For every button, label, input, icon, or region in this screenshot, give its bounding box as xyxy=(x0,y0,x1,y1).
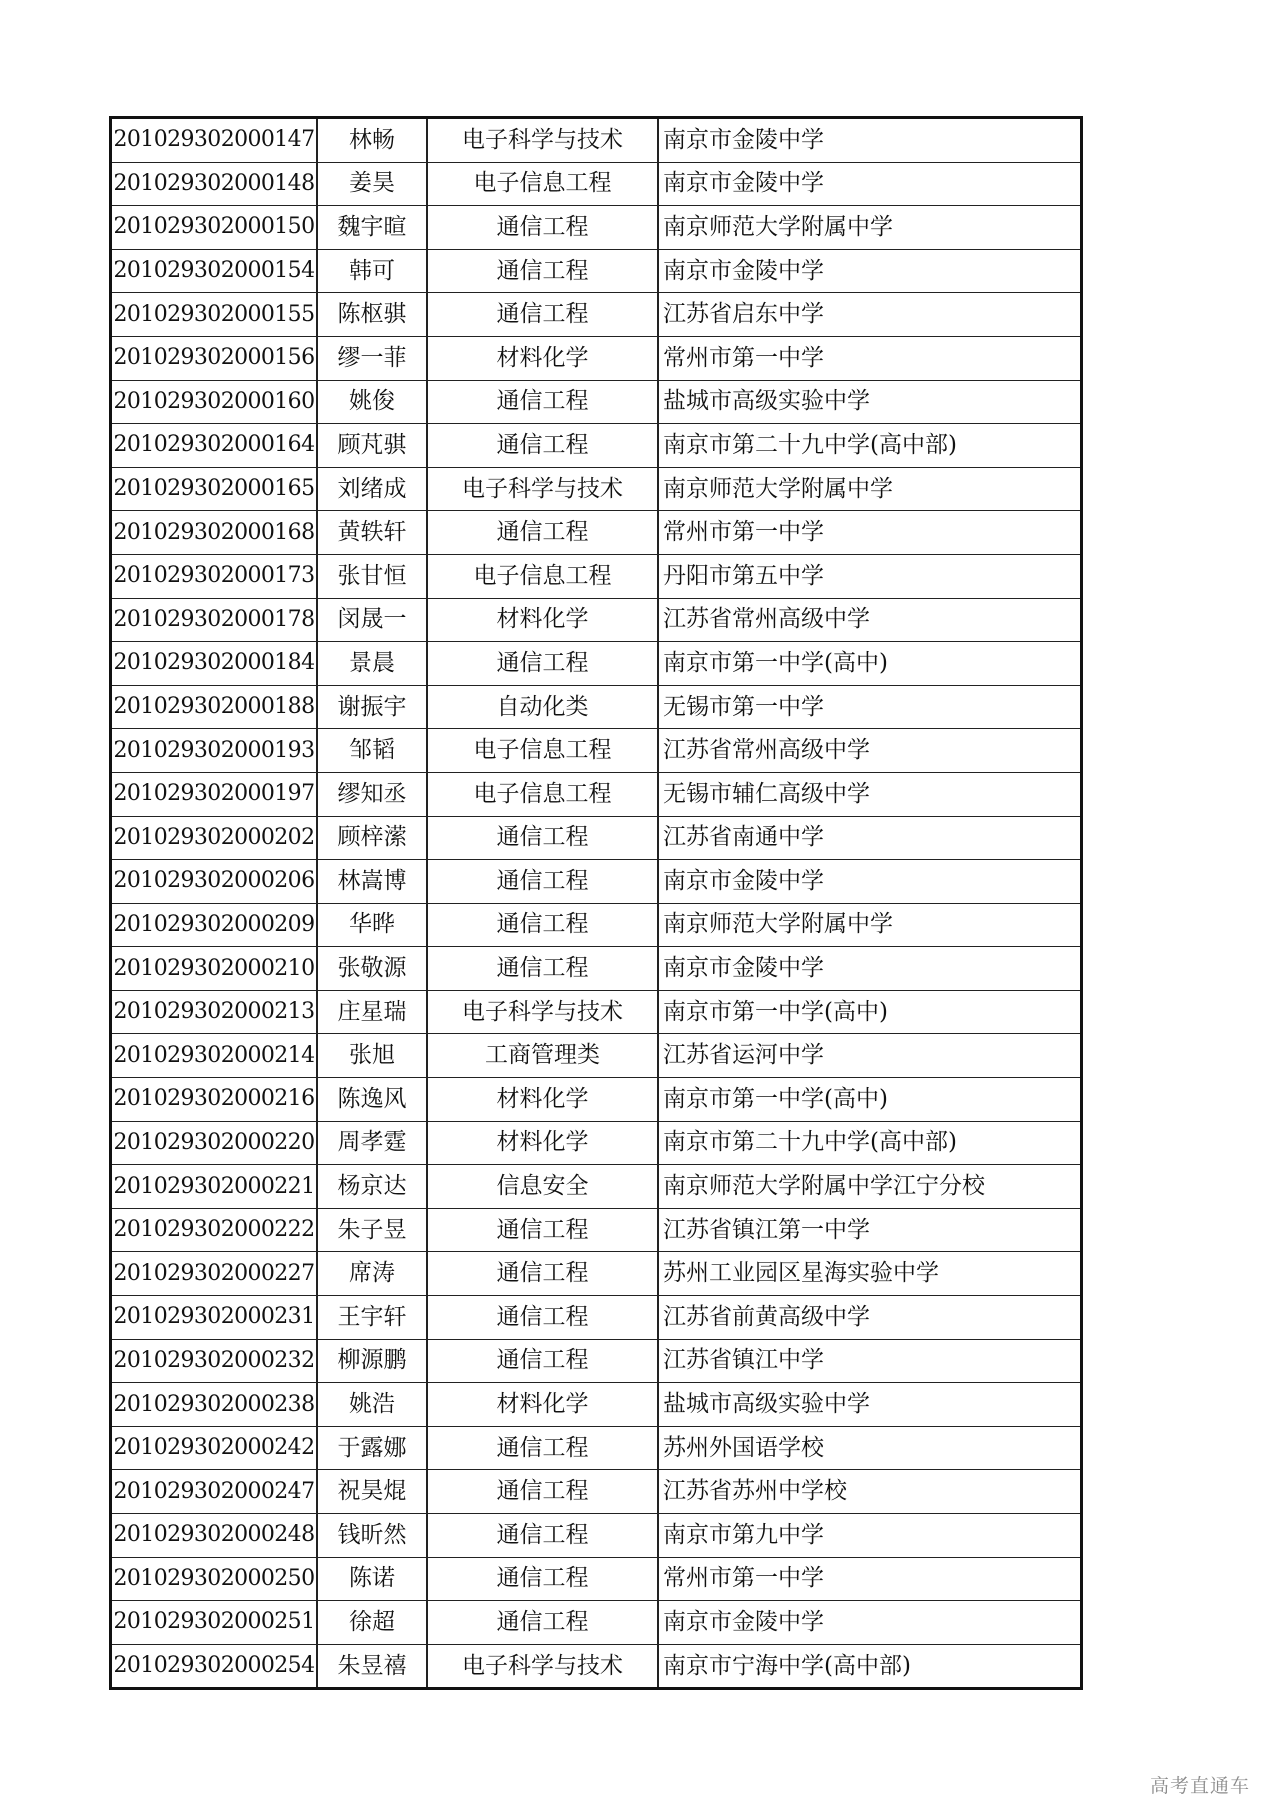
table-row xyxy=(111,1426,1082,1470)
school-cell: 常州市第一中学 xyxy=(658,511,1082,555)
student-id-cell: 201029302000178 xyxy=(111,598,318,642)
student-name-cell: 谢振宇 xyxy=(317,685,427,729)
school-cell: 南京师范大学附属中学 xyxy=(658,903,1082,947)
student-id-cell: 201029302000155 xyxy=(111,293,318,337)
major-cell: 通信工程 xyxy=(427,642,658,686)
table-row xyxy=(111,1383,1082,1427)
student-id-cell: 201029302000232 xyxy=(111,1339,318,1383)
student-name-cell: 顾芃骐 xyxy=(317,424,427,468)
school-cell: 南京市金陵中学 xyxy=(658,162,1082,206)
student-name-cell: 于露娜 xyxy=(317,1426,427,1470)
school-cell: 常州市第一中学 xyxy=(658,336,1082,380)
school-cell: 常州市第一中学 xyxy=(658,1557,1082,1601)
major-cell: 通信工程 xyxy=(427,1557,658,1601)
major-cell: 通信工程 xyxy=(427,816,658,860)
major-cell: 信息安全 xyxy=(427,1165,658,1209)
school-cell: 无锡市辅仁高级中学 xyxy=(658,772,1082,816)
school-cell: 南京市宁海中学(高中部) xyxy=(658,1644,1082,1689)
student-id-cell: 201029302000210 xyxy=(111,947,318,991)
table-row xyxy=(111,1208,1082,1252)
table-row xyxy=(111,336,1082,380)
table-row xyxy=(111,642,1082,686)
major-cell: 电子科学与技术 xyxy=(427,990,658,1034)
student-id-cell: 201029302000250 xyxy=(111,1557,318,1601)
table-row xyxy=(111,685,1082,729)
table-row xyxy=(111,1165,1082,1209)
major-cell: 通信工程 xyxy=(427,511,658,555)
student-id-cell: 201029302000251 xyxy=(111,1601,318,1645)
major-cell: 材料化学 xyxy=(427,1121,658,1165)
table-row xyxy=(111,1557,1082,1601)
student-id-cell: 201029302000222 xyxy=(111,1208,318,1252)
student-name-cell: 张敬源 xyxy=(317,947,427,991)
student-name-cell: 祝昊焜 xyxy=(317,1470,427,1514)
student-id-cell: 201029302000247 xyxy=(111,1470,318,1514)
school-cell: 江苏省常州高级中学 xyxy=(658,598,1082,642)
major-cell: 电子科学与技术 xyxy=(427,467,658,511)
school-cell: 南京市第九中学 xyxy=(658,1514,1082,1558)
table-row xyxy=(111,162,1082,206)
student-id-cell: 201029302000147 xyxy=(111,118,318,163)
table-row xyxy=(111,729,1082,773)
school-cell: 南京市金陵中学 xyxy=(658,1601,1082,1645)
table-row xyxy=(111,424,1082,468)
student-id-cell: 201029302000154 xyxy=(111,249,318,293)
major-cell: 电子科学与技术 xyxy=(427,118,658,163)
student-name-cell: 徐超 xyxy=(317,1601,427,1645)
table-row xyxy=(111,380,1082,424)
table-row xyxy=(111,860,1082,904)
student-id-cell: 201029302000206 xyxy=(111,860,318,904)
student-name-cell: 张旭 xyxy=(317,1034,427,1078)
major-cell: 自动化类 xyxy=(427,685,658,729)
student-name-cell: 林畅 xyxy=(317,118,427,163)
major-cell: 通信工程 xyxy=(427,1296,658,1340)
student-name-cell: 景晨 xyxy=(317,642,427,686)
student-name-cell: 华晔 xyxy=(317,903,427,947)
student-id-cell: 201029302000173 xyxy=(111,554,318,598)
student-id-cell: 201029302000214 xyxy=(111,1034,318,1078)
school-cell: 江苏省镇江第一中学 xyxy=(658,1208,1082,1252)
student-name-cell: 顾梓潆 xyxy=(317,816,427,860)
student-name-cell: 钱昕然 xyxy=(317,1514,427,1558)
school-cell: 江苏省南通中学 xyxy=(658,816,1082,860)
school-cell: 南京市金陵中学 xyxy=(658,947,1082,991)
student-id-cell: 201029302000227 xyxy=(111,1252,318,1296)
student-name-cell: 邹韬 xyxy=(317,729,427,773)
student-id-cell: 201029302000160 xyxy=(111,380,318,424)
student-id-cell: 201029302000188 xyxy=(111,685,318,729)
school-cell: 江苏省苏州中学校 xyxy=(658,1470,1082,1514)
major-cell: 通信工程 xyxy=(427,1601,658,1645)
table-row xyxy=(111,1514,1082,1558)
table-row xyxy=(111,1078,1082,1122)
table-row xyxy=(111,1339,1082,1383)
school-cell: 南京市金陵中学 xyxy=(658,860,1082,904)
student-name-cell: 魏宇暄 xyxy=(317,206,427,250)
student-id-cell: 201029302000184 xyxy=(111,642,318,686)
table-row xyxy=(111,293,1082,337)
school-cell: 江苏省运河中学 xyxy=(658,1034,1082,1078)
school-cell: 苏州工业园区星海实验中学 xyxy=(658,1252,1082,1296)
major-cell: 通信工程 xyxy=(427,249,658,293)
major-cell: 材料化学 xyxy=(427,1078,658,1122)
school-cell: 盐城市高级实验中学 xyxy=(658,1383,1082,1427)
school-cell: 南京师范大学附属中学 xyxy=(658,206,1082,250)
school-cell: 江苏省前黄高级中学 xyxy=(658,1296,1082,1340)
student-id-cell: 201029302000168 xyxy=(111,511,318,555)
student-name-cell: 张甘恒 xyxy=(317,554,427,598)
student-id-cell: 201029302000202 xyxy=(111,816,318,860)
student-id-cell: 201029302000209 xyxy=(111,903,318,947)
table-row xyxy=(111,772,1082,816)
student-name-cell: 姚浩 xyxy=(317,1383,427,1427)
student-id-cell: 201029302000156 xyxy=(111,336,318,380)
student-id-cell: 201029302000220 xyxy=(111,1121,318,1165)
major-cell: 电子信息工程 xyxy=(427,729,658,773)
school-cell: 江苏省常州高级中学 xyxy=(658,729,1082,773)
major-cell: 电子信息工程 xyxy=(427,772,658,816)
school-cell: 江苏省启东中学 xyxy=(658,293,1082,337)
major-cell: 通信工程 xyxy=(427,947,658,991)
major-cell: 通信工程 xyxy=(427,206,658,250)
student-id-cell: 201029302000221 xyxy=(111,1165,318,1209)
table-row xyxy=(111,990,1082,1034)
student-id-cell: 201029302000164 xyxy=(111,424,318,468)
major-cell: 电子信息工程 xyxy=(427,162,658,206)
student-id-cell: 201029302000248 xyxy=(111,1514,318,1558)
major-cell: 通信工程 xyxy=(427,860,658,904)
major-cell: 通信工程 xyxy=(427,1514,658,1558)
student-id-cell: 201029302000231 xyxy=(111,1296,318,1340)
major-cell: 通信工程 xyxy=(427,1426,658,1470)
table-row xyxy=(111,249,1082,293)
school-cell: 南京市第一中学(高中) xyxy=(658,1078,1082,1122)
table-row xyxy=(111,598,1082,642)
major-cell: 通信工程 xyxy=(427,1470,658,1514)
table-row xyxy=(111,554,1082,598)
student-name-cell: 姜昊 xyxy=(317,162,427,206)
major-cell: 通信工程 xyxy=(427,293,658,337)
school-cell: 南京市金陵中学 xyxy=(658,249,1082,293)
student-id-cell: 201029302000165 xyxy=(111,467,318,511)
table-row xyxy=(111,816,1082,860)
student-name-cell: 陈诺 xyxy=(317,1557,427,1601)
school-cell: 无锡市第一中学 xyxy=(658,685,1082,729)
table-row xyxy=(111,947,1082,991)
major-cell: 通信工程 xyxy=(427,903,658,947)
student-name-cell: 席涛 xyxy=(317,1252,427,1296)
table-row xyxy=(111,1296,1082,1340)
major-cell: 通信工程 xyxy=(427,424,658,468)
student-name-cell: 朱昱禧 xyxy=(317,1644,427,1689)
major-cell: 工商管理类 xyxy=(427,1034,658,1078)
major-cell: 电子科学与技术 xyxy=(427,1644,658,1689)
admission-list-body xyxy=(111,118,1082,1689)
student-id-cell: 201029302000193 xyxy=(111,729,318,773)
table-row xyxy=(111,467,1082,511)
student-name-cell: 庄星瑞 xyxy=(317,990,427,1034)
student-id-cell: 201029302000242 xyxy=(111,1426,318,1470)
major-cell: 材料化学 xyxy=(427,598,658,642)
student-name-cell: 陈枢骐 xyxy=(317,293,427,337)
major-cell: 通信工程 xyxy=(427,1252,658,1296)
student-name-cell: 王宇轩 xyxy=(317,1296,427,1340)
student-name-cell: 杨京达 xyxy=(317,1165,427,1209)
table-row xyxy=(111,511,1082,555)
student-id-cell: 201029302000197 xyxy=(111,772,318,816)
student-name-cell: 陈逸风 xyxy=(317,1078,427,1122)
student-name-cell: 缪一菲 xyxy=(317,336,427,380)
student-name-cell: 朱子昱 xyxy=(317,1208,427,1252)
table-row xyxy=(111,118,1082,163)
student-id-cell: 201029302000213 xyxy=(111,990,318,1034)
student-name-cell: 刘绪成 xyxy=(317,467,427,511)
table-row xyxy=(111,1470,1082,1514)
school-cell: 丹阳市第五中学 xyxy=(658,554,1082,598)
school-cell: 江苏省镇江中学 xyxy=(658,1339,1082,1383)
student-name-cell: 周孝霆 xyxy=(317,1121,427,1165)
student-id-cell: 201029302000150 xyxy=(111,206,318,250)
major-cell: 通信工程 xyxy=(427,1339,658,1383)
table-row xyxy=(111,1121,1082,1165)
major-cell: 材料化学 xyxy=(427,1383,658,1427)
school-cell: 南京师范大学附属中学江宁分校 xyxy=(658,1165,1082,1209)
student-name-cell: 林嵩博 xyxy=(317,860,427,904)
admission-list-table xyxy=(109,116,1083,1690)
school-cell: 苏州外国语学校 xyxy=(658,1426,1082,1470)
table-row xyxy=(111,1034,1082,1078)
school-cell: 盐城市高级实验中学 xyxy=(658,380,1082,424)
school-cell: 南京市金陵中学 xyxy=(658,118,1082,163)
school-cell: 南京市第一中学(高中) xyxy=(658,642,1082,686)
student-name-cell: 姚俊 xyxy=(317,380,427,424)
student-id-cell: 201029302000148 xyxy=(111,162,318,206)
table-row xyxy=(111,1252,1082,1296)
student-id-cell: 201029302000254 xyxy=(111,1644,318,1689)
student-id-cell: 201029302000238 xyxy=(111,1383,318,1427)
student-name-cell: 闵晟一 xyxy=(317,598,427,642)
major-cell: 通信工程 xyxy=(427,1208,658,1252)
school-cell: 南京市第二十九中学(高中部) xyxy=(658,1121,1082,1165)
school-cell: 南京市第二十九中学(高中部) xyxy=(658,424,1082,468)
table-row xyxy=(111,1601,1082,1645)
student-name-cell: 黄轶轩 xyxy=(317,511,427,555)
major-cell: 通信工程 xyxy=(427,380,658,424)
school-cell: 南京市第一中学(高中) xyxy=(658,990,1082,1034)
student-name-cell: 柳源鹏 xyxy=(317,1339,427,1383)
site-watermark: 高考直通车 xyxy=(1149,1775,1250,1797)
student-id-cell: 201029302000216 xyxy=(111,1078,318,1122)
major-cell: 材料化学 xyxy=(427,336,658,380)
school-cell: 南京师范大学附属中学 xyxy=(658,467,1082,511)
table-row xyxy=(111,903,1082,947)
student-name-cell: 韩可 xyxy=(317,249,427,293)
major-cell: 电子信息工程 xyxy=(427,554,658,598)
table-row xyxy=(111,1644,1082,1689)
student-name-cell: 缪知丞 xyxy=(317,772,427,816)
table-row xyxy=(111,206,1082,250)
